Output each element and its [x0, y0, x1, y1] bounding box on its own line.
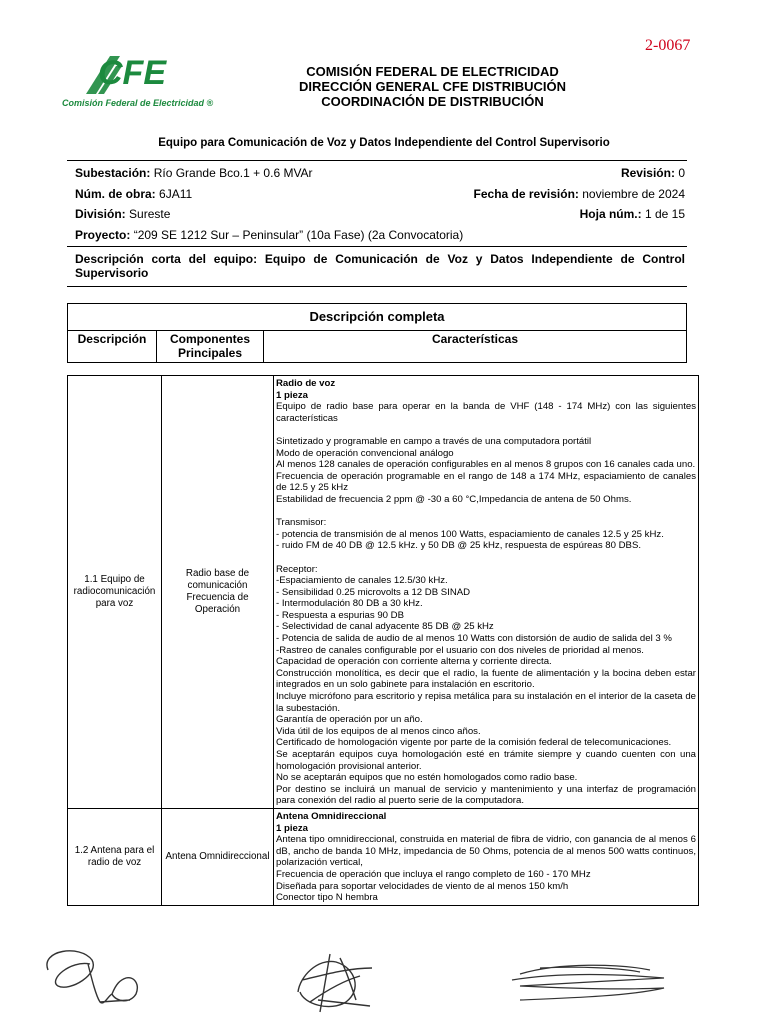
division-value: Sureste: [129, 207, 171, 221]
document-number: 2-0067: [645, 37, 691, 54]
characteristic-line: Estabilidad de frecuencia 2 ppm @ -30 a 60 °C,Impedancia de antena de 50 Ohms.: [276, 493, 632, 505]
signature-1: [47, 951, 137, 1003]
divider-middle: [67, 246, 687, 247]
table-row: [68, 376, 699, 809]
characteristic-line: Conector tipo N hembra: [276, 892, 378, 904]
header-line-1: COMISIÓN FEDERAL DE ELECTRICIDAD: [306, 64, 559, 79]
short-description: Descripción corta del equipo: Equipo de Comunicación de Voz y Datos Independiente de Control Supervisorio: [75, 252, 685, 280]
item-component: Antena Omnidireccional: [162, 808, 274, 905]
item-description: 1.2 Antena para el radio de voz: [68, 808, 162, 905]
obra-label: Núm. de obra:: [75, 186, 156, 201]
revision-value: 0: [678, 166, 685, 180]
characteristic-line: Construcción monolítica, es decir que el radio, la fuente de alimentación y la bocina deben estar integrados en un solo gabinete para instalación en escritorio.: [276, 667, 696, 691]
signatures: [0, 940, 768, 1020]
characteristic-line: Frecuencia de operación que incluya el rango completo de 160 - 170 MHz: [276, 868, 591, 880]
characteristic-line: Antena Omnidireccional: [276, 810, 387, 822]
characteristic-line: Diseñada para soportar velocidades de viento de al menos 150 km/h: [276, 880, 569, 892]
table-row: [68, 808, 699, 905]
characteristic-line: Vida útil de los equipos de al menos cinco años.: [276, 725, 481, 737]
characteristic-line: - Selectividad de canal adyacente 85 DB @ 25 kHz: [276, 621, 494, 633]
division-label: División:: [75, 207, 126, 221]
column-description: Descripción: [68, 331, 157, 362]
characteristic-line: Radio de voz: [276, 378, 336, 389]
characteristic-line: - Intermodulación 80 DB a 30 kHz.: [276, 598, 423, 610]
characteristic-line: Por destino se incluirá un manual de servicio y mantenimiento y una interfaz de programación para conexión del radio al puerto serie de la computadora.: [276, 783, 696, 807]
characteristic-line: Modo de operación convencional análogo: [276, 447, 454, 459]
column-characteristics: Características: [431, 332, 519, 346]
subestacion-value: Río Grande Bco.1 + 0.6 MVAr: [153, 166, 313, 180]
characteristic-line: Garantía de operación por un año.: [276, 714, 423, 726]
characteristic-line: -Rastreo de canales configurable por el usuario con dos niveles de prioridad al menos.: [276, 644, 644, 656]
items-table: [67, 375, 699, 906]
characteristic-line: 1 pieza: [276, 389, 308, 401]
characteristic-line: - Respuesta a espurias 90 DB: [276, 609, 404, 621]
characteristic-line: Frecuencia de operación programable en el rango de 148 a 174 MHz, espaciamiento de canales de 12.5 y 25 kHz: [276, 470, 696, 494]
characteristic-line: Se aceptarán equipos cuya homologación esté en trámite siempre y cuando cuenten con una homologación provisional anterior.: [276, 749, 696, 772]
item-component: Radio base de comunicación Frecuencia de Operación: [162, 376, 274, 809]
characteristic-line: -Espaciamiento de canales 12.5/30 kHz.: [276, 575, 448, 587]
characteristic-line: - ruido FM de 40 DB @ 12.5 kHz. y 50 DB @ 25 kHz, respuesta de espúreas 80 DBS.: [276, 540, 642, 552]
characteristic-line: Sintetizado y programable en campo a través de una computadora portátil: [276, 435, 592, 447]
logo-subtitle: Comisión Federal de Electricidad ®: [62, 98, 214, 108]
header-line-3: COORDINACIÓN DE DISTRIBUCIÓN: [321, 94, 544, 109]
proyecto-value: “209 SE 1212 Sur – Peninsular” (10a Fase) (2a Convocatoria): [133, 227, 464, 242]
metadata-block: [75, 166, 685, 248]
item-characteristics: [274, 376, 699, 809]
spacer: [276, 424, 696, 436]
signature-2: [298, 954, 372, 1012]
column-components: [157, 331, 264, 362]
description-table-title: Descripción completa: [68, 304, 686, 331]
characteristic-line: Incluye micrófono para escritorio y repisa metálica para su instalación en el interior de la caseta de la subestación.: [276, 691, 696, 714]
divider-bottom: [67, 286, 687, 287]
divider-top: [67, 160, 687, 161]
spacer: [276, 552, 696, 564]
spacer: [276, 506, 696, 518]
revision-label: Revisión:: [620, 166, 675, 180]
column-components-line2: Principales: [177, 346, 243, 360]
characteristic-line: 1 pieza: [276, 822, 308, 834]
signature-3: [512, 965, 664, 1000]
hoja-label: Hoja núm.:: [579, 207, 642, 221]
item-description: 1.1 Equipo de radiocomunicación para voz: [68, 376, 162, 809]
characteristic-line: Antena tipo omnidireccional, construida en material de fibra de vidrio, con ganancia de al menos 6 dB, ancho de banda 10 MHz, impedancia de 50 Ohms, potencia de al menos 500 watts continuos, polarización vertical,: [276, 834, 696, 869]
description-table-header: [67, 303, 687, 363]
characteristic-line: Equipo de radio base para operar en la banda de VHF (148 - 174 MHz) con las siguientes características: [276, 401, 696, 424]
characteristic-line: Receptor:: [276, 563, 318, 575]
column-components-line1: Componentes: [169, 332, 250, 346]
obra-value: 6JA11: [159, 186, 193, 201]
fecha-label: Fecha de revisión:: [473, 186, 579, 201]
header-line-2: DIRECCIÓN GENERAL CFE DISTRIBUCIÓN: [299, 79, 566, 94]
characteristic-line: - potencia de transmisión de al menos 100 Watts, espaciamiento de canales 12.5 y 25 kHz.: [276, 528, 664, 540]
hoja-value: 1 de 15: [644, 207, 685, 221]
organization-header: [230, 64, 635, 109]
characteristic-line: Certificado de homologación vigente por parte de la comisión federal de telecomunicaciones.: [276, 737, 672, 749]
characteristic-line: - Sensibilidad 0.25 microvolts a 12 DB SINAD: [276, 586, 471, 598]
characteristic-line: - Potencia de salida de audio de al menos 10 Watts con distorsión de audio de salida del 3 %: [276, 633, 672, 645]
document-title: Equipo para Comunicación de Voz y Datos Independiente del Control Supervisorio: [158, 137, 610, 149]
proyecto-label: Proyecto:: [75, 227, 131, 242]
characteristic-line: Transmisor:: [276, 517, 327, 529]
characteristic-line: No se aceptarán equipos que no estén homologados como radio base.: [276, 772, 578, 784]
characteristic-line: Al menos 128 canales de operación configurables en al menos 8 grupos con 16 canales cada uno.: [276, 459, 696, 471]
characteristic-line: Capacidad de operación con corriente alterna y corriente directa.: [276, 656, 552, 668]
svg-text:CFE: CFE: [98, 54, 166, 92]
item-characteristics: [274, 808, 699, 905]
subestacion-label: Subestación:: [75, 166, 151, 180]
fecha-value: noviembre de 2024: [582, 186, 685, 201]
